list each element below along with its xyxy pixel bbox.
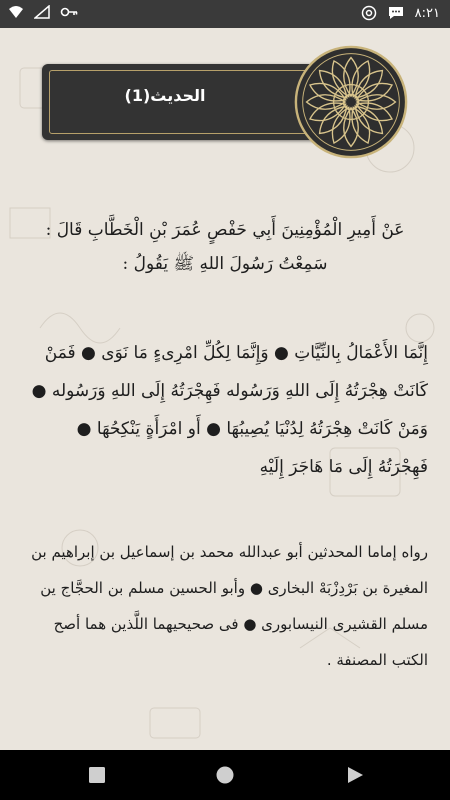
status-right-icons xyxy=(361,5,440,21)
status-bar xyxy=(0,0,450,28)
navigation-bar xyxy=(0,750,450,800)
status-left-icons xyxy=(8,5,78,19)
back-button[interactable] xyxy=(344,764,366,786)
title-card xyxy=(42,64,320,140)
hadith-title: الحديث(1) xyxy=(124,86,206,105)
status-time: ٨:٢١ xyxy=(414,5,440,21)
hadith-isnad: عَنْ أَمِيرِ الْمُؤْمِنِينَ أَبِي حَفْصٍ عُمَرَ بْنِ الْخَطَّابِ قَالَ : سَمِعْتُ رَسُولَ اللهِ ﷺ يَقُولُ : xyxy=(45,220,405,274)
hadith-source: رواه إماما المحدثين أبو عبدالله محمد بن إسماعيل بن إبراهيم بن المغيرة بن بَرْدِزْبَهْ البخارى ● وأبو الحسين مسلم بن الحجَّاج ين مسلم القشيرى النيسابورى ● فى صحيحيهما اللَّذين هما أصح الكتب المصنفة . xyxy=(31,543,428,669)
home-button[interactable] xyxy=(214,764,236,786)
recents-button[interactable] xyxy=(86,764,108,786)
signal-off-icon xyxy=(34,5,50,19)
wifi-icon xyxy=(8,5,24,19)
at-icon xyxy=(361,5,377,21)
key-icon xyxy=(60,5,78,19)
rosette-medallion-icon xyxy=(293,44,409,160)
chat-bubble-icon xyxy=(387,5,405,21)
hadith-matn: إِنَّمَا الأَعْمَالُ بِالنِّيَّاتِ ● وَإِنَّمَا لِكُلِّ امْرِىءٍ مَا نَوَى ● فَمَنْ كَانَتْ هِجْرَتُهُ إِلَى اللهِ وَرَسُوله فَهِجْرَتُهُ إِلَى اللهِ وَرَسُوله ● وَمَنْ كَانَتْ هِجْرَتُهُ لِدُنْيَا يُصِيبُهَا ● أَو امْرَأَةٍ يَنْكِحُهَا ● فَهِجْرَتُهُ إِلَى مَا هَاجَرَ إِلَيْهِ xyxy=(31,343,428,477)
